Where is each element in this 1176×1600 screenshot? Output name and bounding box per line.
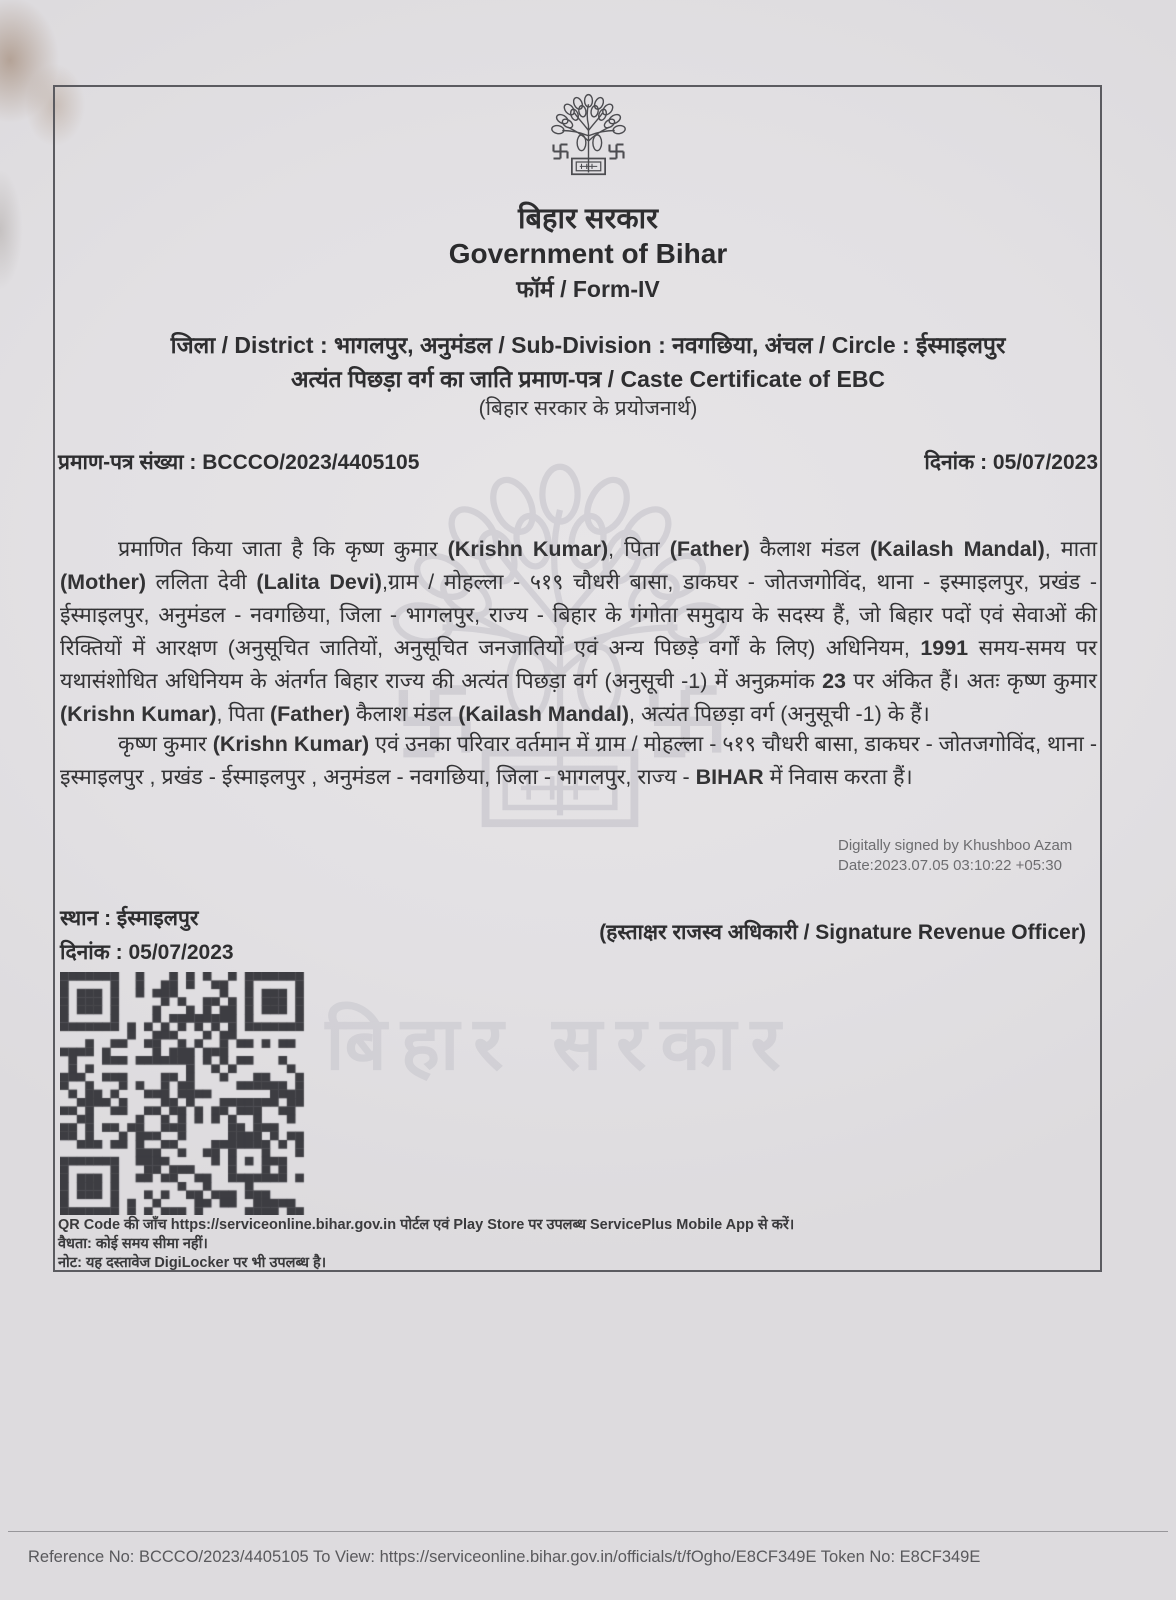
watermark-text: बिहार सरकार bbox=[325, 1002, 795, 1085]
qr-caption-digilocker: नोट: यह दस्तावेज DigiLocker पर भी उपलब्ध है। bbox=[58, 1255, 327, 1271]
qr-captions bbox=[58, 1216, 794, 1273]
body-paragraph-2: कृष्ण कुमार (Krishn Kumar) एवं उनका परिवार वर्तमान में ग्राम / मोहल्ला - ५१९ चौधरी बासा, डाकघर - जोतजगोविंद, थाना - इस्माइलपुर , प्रखंड - ईस्माइलपुर , अनुमंडल - नवगछिया, जिला - भागलपुर, राज्य - BIHAR में निवास करता हैं। bbox=[60, 732, 1097, 789]
date-line: दिनांक : 05/07/2023 bbox=[60, 941, 234, 964]
header bbox=[0, 92, 1176, 202]
header-title-hindi: बिहार सरकार bbox=[517, 203, 658, 235]
qr-caption-verification: QR Code की जाँच https://serviceonline.bihar.gov.in पोर्टल एवं Play Store पर उपलब्ध ServicePlus Mobile App से करें। bbox=[58, 1217, 795, 1233]
signature-officer-label: (हस्ताक्षर राजस्व अधिकारी / Signature Revenue Officer) bbox=[599, 921, 1086, 944]
government-emblem-icon bbox=[536, 92, 641, 197]
certificate-number: प्रमाण-पत्र संख्या : BCCCO/2023/4405105 bbox=[58, 451, 420, 474]
qr-caption-validity: वैधता: कोई समय सीमा नहीं। bbox=[58, 1236, 208, 1252]
certificate-title: अत्यंत पिछड़ा वर्ग का जाति प्रमाण-पत्र / Caste Certificate of EBC bbox=[290, 366, 886, 392]
district-subdivision-circle-line: जिला / District : भागलपुर, अनुमंडल / Sub-Division : नवगछिया, अंचल / Circle : ईस्माइलपुर bbox=[170, 332, 1006, 358]
body-paragraph-1: प्रमाणित किया जाता है कि कृष्ण कुमार (Krishn Kumar), पिता (Father) कैलाश मंडल (Kailash Mandal), माता (Mother) ललिता देवी (Lalita Devi),ग्राम / मोहल्ला - ५१९ चौधरी बासा, डाकघर - जोतजगोविंद, थाना - इस्माइलपुर, प्रखंड - ईस्माइलपुर, अनुमंडल - नवगछिया, जिला - भागलपुर, राज्य - बिहार के गंगोता समुदाय के सदस्य हैं, जो बिहार पदों एवं सेवाओं की रिक्तियों में आरक्षण (अनुसूचित जातियों, अनुसूचित जनजातियों एवं अन्य पिछड़े वर्गों के लिए) अधिनियम, 1991 समय-समय पर यथासंशोधित अधिनियम के अंतर्गत बिहार राज्य की अत्यंत पिछड़ा वर्ग (अनुसूची -1) में अनुक्रमांक 23 पर अंकित हैं। अतः कृष्ण कुमार (Krishn Kumar), पिता (Father) कैलाश मंडल (Kailash Mandal), अत्यंत पिछड़ा वर्ग (अनुसूची -1) के हैं। bbox=[60, 537, 1098, 726]
digital-signature-line2: Date:2023.07.05 03:10:22 +05:30 bbox=[838, 857, 1062, 874]
header-title-english: Government of Bihar bbox=[448, 238, 728, 269]
qr-code bbox=[60, 972, 308, 1215]
footer-reference-line: Reference No: BCCCO/2023/4405105 To View: https://serviceonline.bihar.gov.in/officials/t/fOgho/E8CF349E Token No: E8CF349E bbox=[28, 1548, 981, 1566]
place-date-block bbox=[60, 902, 234, 970]
meta-row bbox=[58, 448, 1098, 476]
form-number-line: फॉर्म / Form-IV bbox=[516, 276, 660, 302]
purpose-line: (बिहार सरकार के प्रयोजनार्थ) bbox=[478, 397, 698, 420]
footer-divider bbox=[8, 1531, 1168, 1532]
place-line: स्थान : ईस्माइलपुर bbox=[60, 907, 199, 930]
digital-signature-line1: Digitally signed by Khushboo Azam bbox=[838, 837, 1073, 854]
issue-date: दिनांक : 05/07/2023 bbox=[924, 451, 1098, 474]
digital-signature-note bbox=[838, 836, 1072, 876]
